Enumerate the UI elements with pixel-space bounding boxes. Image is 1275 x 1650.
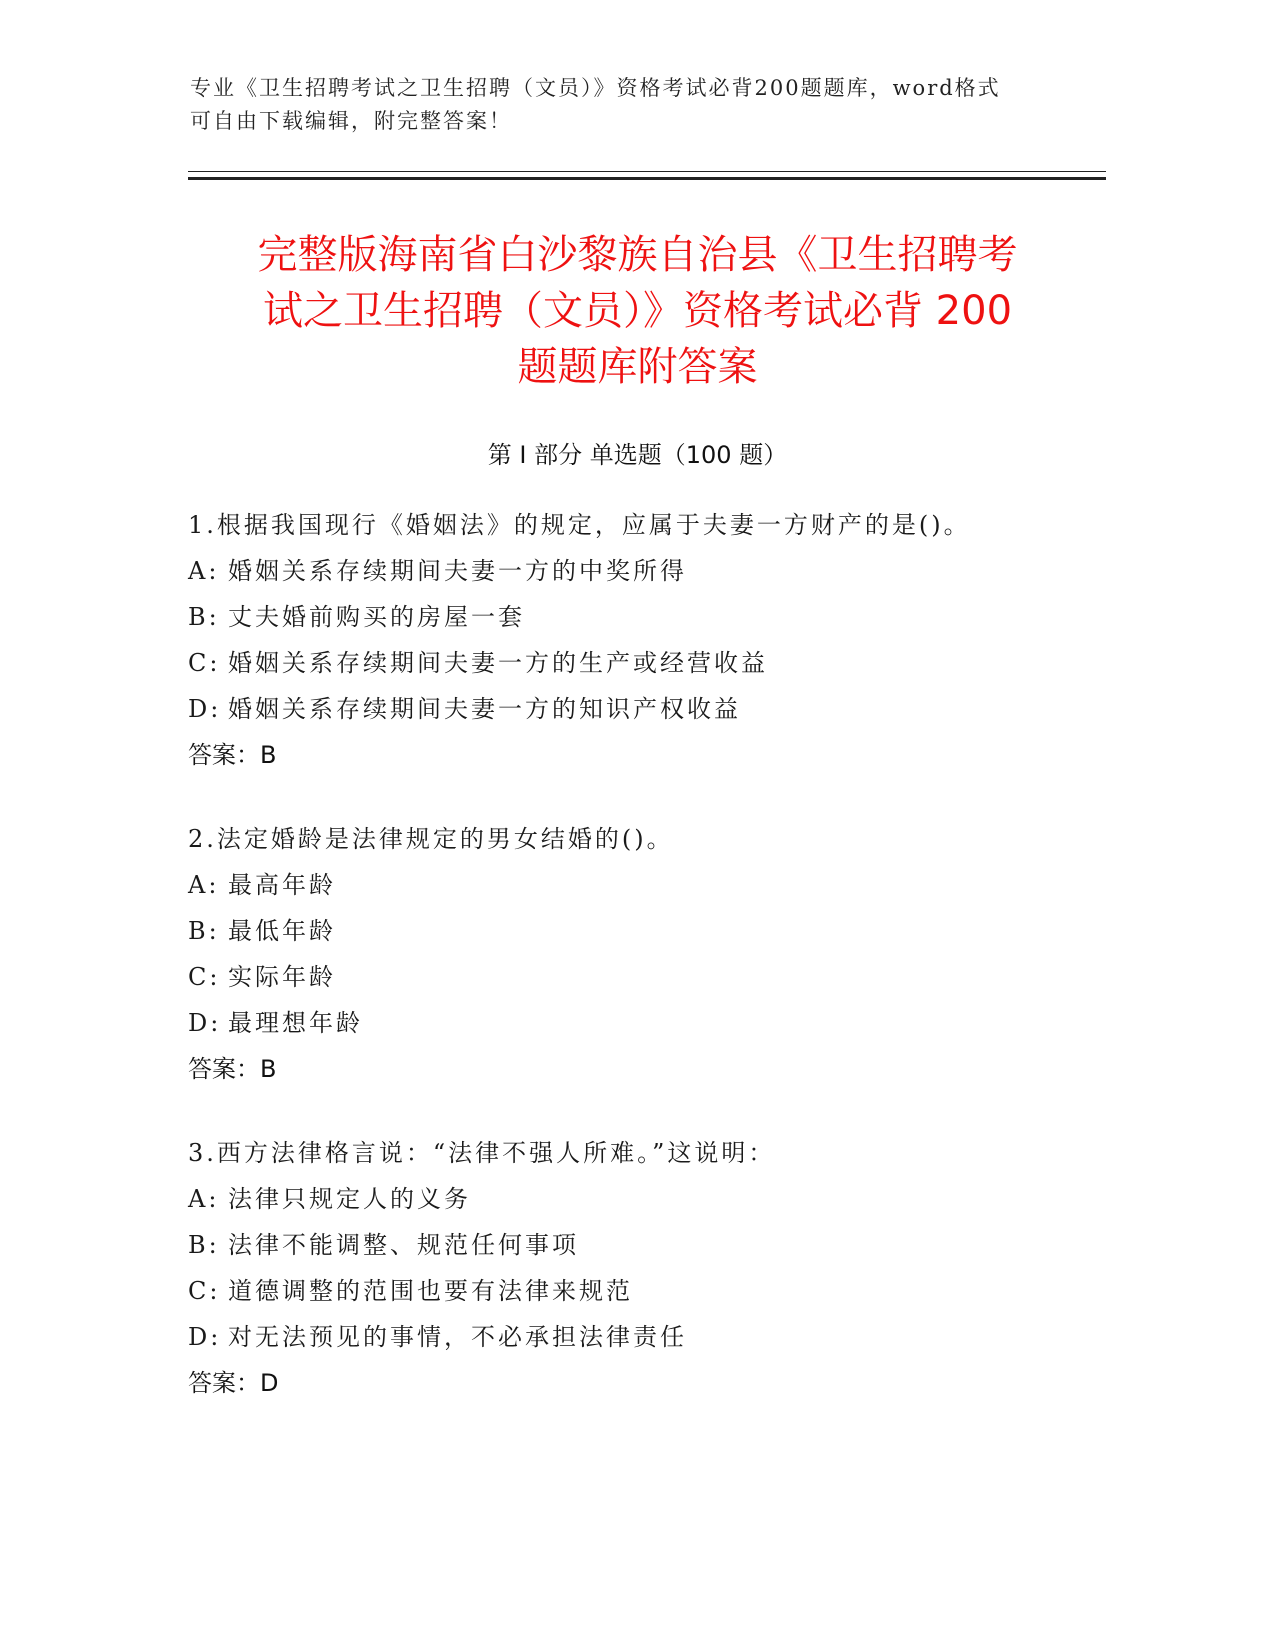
- option-a: [188, 548, 1138, 594]
- option-key: C:: [188, 649, 221, 677]
- question-stem: 3.西方法律格言说：“法律不强人所难。”这说明：: [188, 1139, 776, 1167]
- option-text: 婚姻关系存续期间夫妻一方的知识产权收益: [228, 695, 741, 723]
- question-2: [188, 816, 1138, 1092]
- answer-line: 答案：D: [188, 1369, 279, 1397]
- question-stem: 2.法定婚龄是法律规定的男女结婚的()。: [188, 825, 674, 853]
- intro-text: [190, 72, 1070, 138]
- header-divider-thin: [188, 171, 1106, 172]
- option-key: A:: [188, 1185, 220, 1213]
- question-3: [188, 1130, 1138, 1406]
- option-key: A:: [188, 557, 220, 585]
- option-key: D:: [188, 1009, 222, 1037]
- option-key: B:: [188, 917, 220, 945]
- option-text: 最高年龄: [228, 871, 336, 899]
- option-text: 婚姻关系存续期间夫妻一方的生产或经营收益: [228, 649, 768, 677]
- option-text: 对无法预见的事情，不必承担法律责任: [228, 1323, 687, 1351]
- title-line-3: 题题库附答案: [517, 344, 758, 390]
- option-key: B:: [188, 603, 220, 631]
- intro-line-2: 可自由下载编辑，附完整答案！: [190, 109, 512, 133]
- option-d: [188, 1314, 1138, 1360]
- option-a: [188, 1176, 1138, 1222]
- option-text: 道德调整的范围也要有法律来规范: [228, 1277, 633, 1305]
- option-key: B:: [188, 1231, 220, 1259]
- option-text: 丈夫婚前购买的房屋一套: [228, 603, 525, 631]
- document-title: [120, 227, 1155, 395]
- section-heading: 第 I 部分 单选题（100 题）: [487, 441, 788, 469]
- option-key: D:: [188, 695, 222, 723]
- title-line-2: 试之卫生招聘（文员）》资格考试必背 200: [262, 288, 1013, 334]
- question-stem: 1.根据我国现行《婚姻法》的规定，应属于夫妻一方财产的是()。: [188, 511, 971, 539]
- option-c: [188, 954, 1138, 1000]
- option-b: [188, 594, 1138, 640]
- option-a: [188, 862, 1138, 908]
- option-text: 法律只规定人的义务: [228, 1185, 471, 1213]
- title-line-1: 完整版海南省白沙黎族自治县《卫生招聘考: [257, 232, 1018, 278]
- option-text: 婚姻关系存续期间夫妻一方的中奖所得: [228, 557, 687, 585]
- option-b: [188, 908, 1138, 954]
- intro-line-1: 专业《卫生招聘考试之卫生招聘（文员）》资格考试必背200题题库，word格式: [190, 76, 1001, 100]
- header-divider-thick: [188, 177, 1106, 180]
- option-key: C:: [188, 1277, 221, 1305]
- option-key: D:: [188, 1323, 222, 1351]
- option-text: 最理想年龄: [228, 1009, 363, 1037]
- option-d: [188, 1000, 1138, 1046]
- option-key: C:: [188, 963, 221, 991]
- option-text: 法律不能调整、规范任何事项: [228, 1231, 579, 1259]
- option-text: 最低年龄: [228, 917, 336, 945]
- answer-line: 答案：B: [188, 741, 277, 769]
- option-d: [188, 686, 1138, 732]
- option-key: A:: [188, 871, 220, 899]
- option-b: [188, 1222, 1138, 1268]
- answer-line: 答案：B: [188, 1055, 277, 1083]
- question-1: [188, 502, 1138, 778]
- option-c: [188, 640, 1138, 686]
- option-text: 实际年龄: [228, 963, 336, 991]
- option-c: [188, 1268, 1138, 1314]
